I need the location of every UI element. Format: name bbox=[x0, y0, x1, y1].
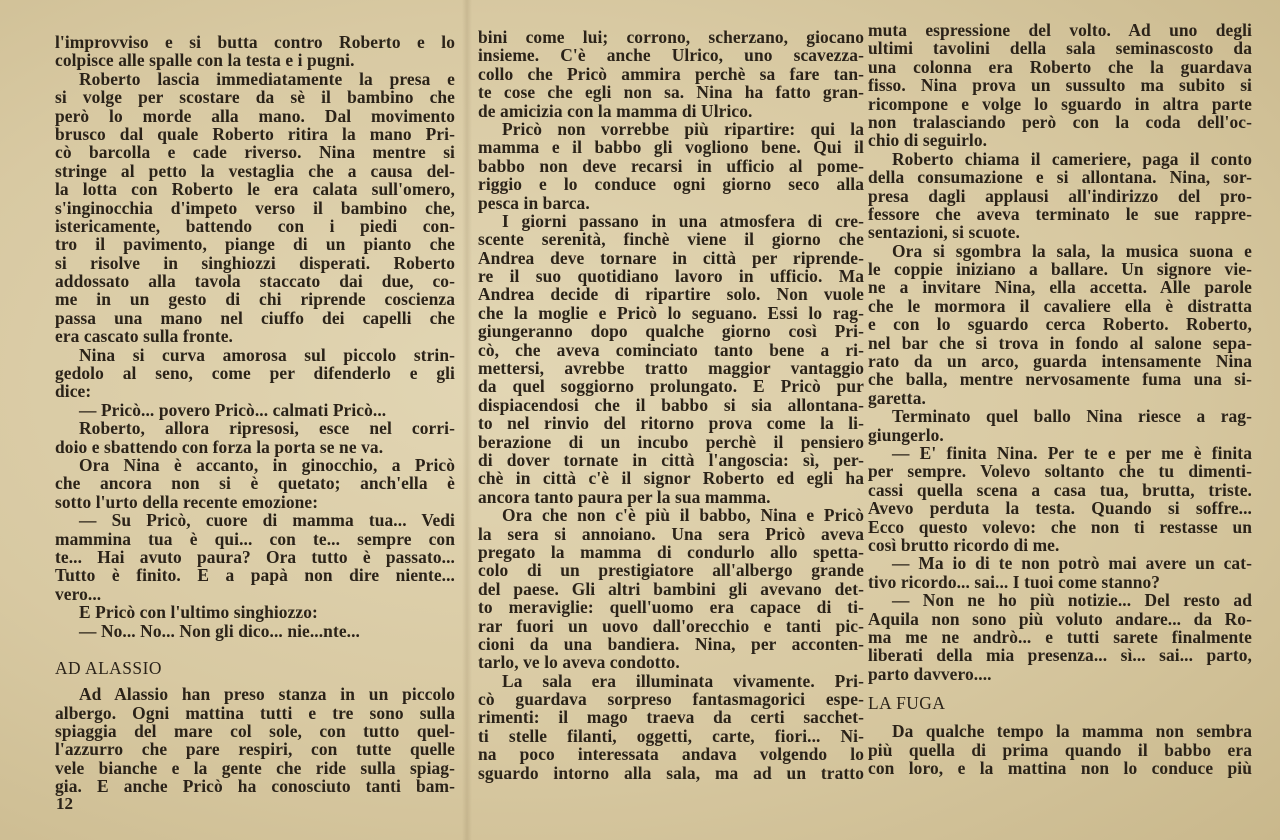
text-line: te cose che egli non sa. Nina ha fatto gran- bbox=[478, 82, 864, 103]
text-line: re il suo quotidiano lavoro in ufficio. Ma bbox=[478, 266, 864, 287]
text-line: rar fuori un uovo dall'orecchio e tanti pic- bbox=[478, 615, 864, 636]
text-line: le coppie iniziano a ballare. Un signore vie- bbox=[868, 259, 1252, 280]
paragraph bbox=[868, 554, 1252, 591]
section-heading: LA FUGA bbox=[868, 693, 946, 714]
paragraph bbox=[55, 70, 455, 346]
text-line: me in un gesto di chi riprende coscienza bbox=[55, 289, 455, 310]
text-line: ma me ne andrò... e tutti sarete finalmente bbox=[868, 626, 1252, 647]
paragraph bbox=[55, 511, 455, 603]
text-line: Avevo perduta la testa. Quando si soffre... bbox=[868, 498, 1252, 519]
text-line: chio di seguirlo. bbox=[868, 130, 988, 151]
text-line: più quella di prima quando il babbo era bbox=[868, 739, 1252, 760]
paragraph bbox=[868, 591, 1252, 683]
text-line: Ecco questo volevo: che non ti restasse un bbox=[868, 516, 1252, 537]
paragraph bbox=[868, 722, 1252, 777]
text-line: addossato alla tavola staccato dai due, co- bbox=[55, 271, 455, 292]
text-line: — Su Pricò, cuore di mamma tua... Vedi bbox=[79, 510, 455, 531]
text-line: Ad Alassio han preso stanza in un piccolo bbox=[79, 684, 455, 705]
text-line: di dover tornate in città l'angoscia: sì, per- bbox=[478, 449, 864, 470]
text-line: ultimi tavolini della sala seminascosto da bbox=[868, 38, 1252, 59]
text-line: vele bianche e la gente che ride sulla spiag- bbox=[55, 757, 455, 778]
text-line: l'improvviso e si butta contro Roberto e lo bbox=[55, 32, 455, 52]
text-line: — E' finita Nina. Per te e per me è finita bbox=[892, 442, 1252, 463]
text-line: colo di un prestigiatore all'albergo grande bbox=[478, 560, 864, 581]
text-line: brusco dal quale Roberto ritira la mano Pri- bbox=[55, 123, 455, 144]
text-line: spiaggia del mare col sole, con tutto quel- bbox=[55, 721, 455, 742]
text-line: che le mormora il cavaliere ella è distratta bbox=[868, 295, 1252, 316]
text-line: la lotta con Roberto le era calata sull'omero, bbox=[55, 179, 455, 200]
text-line: de amicizia con la mamma di Ulrico. bbox=[478, 100, 753, 121]
text-line: parto davvero.... bbox=[868, 663, 992, 684]
text-line: Tutto è finito. E a papà non dire niente... bbox=[55, 565, 455, 586]
text-line: E Pricò con l'ultimo singhiozzo: bbox=[79, 602, 318, 623]
text-line: ne a invitare Nina, ella accetta. Alle parole bbox=[868, 277, 1252, 298]
text-line: con loro, e la mattina non lo conduce più bbox=[868, 758, 1252, 779]
text-line: Da qualche tempo la mamma non sembra bbox=[892, 721, 1252, 742]
paragraph bbox=[55, 419, 455, 456]
paragraph bbox=[55, 401, 455, 419]
text-line: Aquila non sono più voluto andare... da Ro- bbox=[868, 608, 1252, 629]
text-line: gia. E anche Pricò ha conosciuto tanti bam- bbox=[55, 776, 455, 797]
paragraph bbox=[55, 33, 455, 70]
text-line: nel bar che si trova in fondo al salone sepa- bbox=[868, 332, 1252, 353]
paragraph bbox=[478, 506, 864, 672]
text-line: s'inginocchia d'impeto verso il bambino che, bbox=[55, 197, 455, 218]
paragraph bbox=[55, 346, 455, 401]
text-line: si risolve in singhiozzi disperati. Roberto bbox=[55, 252, 455, 273]
text-line: per sempre. Volevo soltanto che tu dimenti- bbox=[868, 461, 1252, 482]
text-line: doio e sbattendo con forza la porta se ne va. bbox=[55, 436, 384, 457]
text-line: fessore che aveva terminato le sue rappre- bbox=[868, 203, 1252, 224]
text-line: giungeranno dopo qualche giorno così Pri- bbox=[478, 321, 864, 342]
text-line: tivo ricordo... sai... I tuoi come stanno? bbox=[868, 571, 1161, 592]
text-line: berazione di un incubo perchè il pensiero bbox=[478, 431, 864, 452]
paragraph bbox=[55, 603, 455, 621]
text-line: pregato la mamma di condurlo allo spetta- bbox=[478, 541, 864, 562]
text-line: — Pricò... povero Pricò... calmati Pricò... bbox=[79, 399, 387, 420]
text-line: albergo. Ogni mattina tutti e tre sono sulla bbox=[55, 702, 455, 723]
paragraph bbox=[55, 456, 455, 511]
paragraph bbox=[868, 21, 1252, 150]
paragraph bbox=[478, 212, 864, 506]
text-line: che ancora non si è quetato; anch'ella è bbox=[55, 473, 455, 494]
text-line: I giorni passano in una atmosfera di cre- bbox=[502, 210, 864, 231]
text-line: però lo morde alla mano. Dal movimento bbox=[55, 105, 455, 126]
section-heading: AD ALASSIO bbox=[55, 657, 162, 678]
text-line: te... Hai avuto paura? Ora tutto è passato... bbox=[55, 546, 455, 567]
text-line: sentazioni, si scuote. bbox=[868, 222, 1020, 243]
text-line: to nel rinvio del ritorno prova come la li- bbox=[478, 413, 864, 434]
text-line: tarlo, ve lo aveva condotto. bbox=[478, 652, 680, 673]
text-line: Terminato quel ballo Nina riesce a rag- bbox=[892, 406, 1252, 427]
text-line: mammina tua è qui... con te... sempre con bbox=[55, 528, 455, 549]
text-line: vero... bbox=[55, 583, 102, 604]
text-line: scente serenità, finchè viene il giorno che bbox=[478, 229, 864, 250]
text-line: babbo non deve recarsi in ufficio al pome- bbox=[478, 155, 864, 176]
text-column-1 bbox=[55, 33, 455, 796]
text-line: che balla, mentre nervosamente fuma una si- bbox=[868, 369, 1252, 390]
paragraph bbox=[868, 242, 1252, 408]
text-line: ricompone e volge lo sguardo in altra parte bbox=[868, 93, 1252, 114]
text-line: ti stelle filanti, oggetti, carte, fiori... Ni- bbox=[478, 725, 864, 746]
text-line: tro il pavimento, piange di un pianto che bbox=[55, 234, 455, 255]
text-line: Ora che non c'è più il babbo, Nina e Pricò bbox=[502, 505, 864, 526]
paragraph bbox=[868, 444, 1252, 554]
text-line: rato da un arco, guarda intensamente Nina bbox=[868, 351, 1252, 372]
text-line: e con lo sguardo cerca Roberto. Roberto, bbox=[868, 314, 1252, 335]
text-line: mettersi, avrebbe tratto maggior vantaggio bbox=[478, 358, 864, 379]
text-line: — No... No... Non gli dico... nie...nte... bbox=[79, 620, 361, 641]
paragraph bbox=[478, 28, 864, 120]
text-line: insieme. C'è anche Ulrico, uno scavezza- bbox=[478, 45, 864, 66]
text-line: ancora tanto paura per la sua mamma. bbox=[478, 486, 771, 507]
text-line: garetta. bbox=[868, 387, 926, 408]
text-line: sguardo intorno alla sala, ma ad un tratto bbox=[478, 762, 864, 783]
text-line: riggio e lo conduce ogni giorno seco alla bbox=[478, 174, 864, 195]
text-line: stringe al petto la vestaglia che a causa del- bbox=[55, 160, 455, 181]
text-line: del paese. Gli altri bambini gli avevano det- bbox=[478, 578, 864, 599]
text-line: gedolo al seno, come per difenderlo e gli bbox=[55, 363, 455, 384]
text-line: Nina si curva amorosa sul piccolo strin- bbox=[79, 344, 455, 365]
text-line: l'azzurro che pare respiri, con tutte quelle bbox=[55, 739, 455, 760]
text-line: da quel soggiorno prolungato. E Pricò pur bbox=[478, 376, 864, 397]
text-line: cioni da una bandiera. Nina, per acconten- bbox=[478, 633, 864, 654]
text-line: bini come lui; corrono, scherzano, giocano bbox=[478, 27, 864, 47]
text-line: dispiacendosi che il babbo si sia allontana- bbox=[478, 394, 864, 415]
text-line: — Non ne ho più notizie... Del resto ad bbox=[892, 590, 1252, 611]
paragraph bbox=[55, 622, 455, 640]
text-line: dice: bbox=[55, 381, 92, 402]
paragraph bbox=[55, 685, 455, 795]
text-line: cò, che aveva cominciato tanto bene a ri- bbox=[478, 339, 864, 360]
text-line: to meraviglie: quell'uomo era capace di ti- bbox=[478, 597, 864, 618]
text-line: chè in città c'è il signor Roberto ed egli ha bbox=[478, 468, 864, 489]
text-line: Roberto chiama il cameriere, paga il conto bbox=[892, 148, 1252, 169]
text-column-3 bbox=[868, 21, 1252, 778]
text-line: fisso. Nina prova un sussulto ma subito si bbox=[868, 75, 1252, 96]
text-line: una colonna era Roberto che la guardava bbox=[868, 56, 1252, 77]
paragraph bbox=[868, 407, 1252, 444]
text-line: — Ma io di te non potrò mai avere un cat- bbox=[892, 553, 1252, 574]
paragraph bbox=[478, 672, 864, 782]
text-line: Andrea deve tornare in città per riprende- bbox=[478, 247, 864, 268]
page-number: 12 bbox=[56, 794, 73, 813]
text-line: Ora si sgombra la sala, la musica suona e bbox=[892, 240, 1252, 261]
text-line: non tralasciando però con la coda dell'oc- bbox=[868, 111, 1252, 132]
text-line: Ora Nina è accanto, in ginocchio, a Pricò bbox=[79, 454, 455, 475]
text-line: si volge per scostare da sè il bambino che bbox=[55, 87, 455, 108]
page-fold-shadow bbox=[462, 0, 472, 840]
text-line: Andrea decide di ripartire solo. Non vuole bbox=[478, 284, 864, 305]
text-line: passa una mano nel ciuffo dei capelli che bbox=[55, 307, 455, 328]
text-line: Roberto lascia immediatamente la presa e bbox=[79, 68, 455, 89]
text-line: collo che Pricò ammira perchè sa fare tan- bbox=[478, 63, 864, 84]
text-line: pesca in barca. bbox=[478, 192, 590, 213]
text-line: cassi quella scena a casa tua, brutta, triste. bbox=[868, 479, 1252, 500]
text-line: La sala era illuminata vivamente. Pri- bbox=[502, 670, 864, 691]
text-line: così brutto ricordo di me. bbox=[868, 534, 1060, 555]
text-line: liberati della mia presenza... sì... sai... parto, bbox=[868, 645, 1252, 666]
text-line: mamma e il babbo gli vogliono bene. Qui il bbox=[478, 137, 864, 158]
text-line: Pricò non vorrebbe più ripartire: qui la bbox=[502, 118, 864, 139]
text-line: della consumazione e si allontana. Nina, sor- bbox=[868, 167, 1252, 188]
text-line: che la moglie e Pricò lo seguano. Essi lo rag- bbox=[478, 302, 864, 323]
text-line: presa dagli applausi all'indirizzo del pro- bbox=[868, 185, 1252, 206]
text-line: rimenti: il mago traeva da certi sacchet- bbox=[478, 707, 864, 728]
text-line: giungerlo. bbox=[868, 424, 944, 445]
text-line: cò barcolla e cade riverso. Nina mentre si bbox=[55, 142, 455, 163]
text-line: muta espressione del volto. Ad uno degli bbox=[868, 20, 1252, 40]
text-line: colpisce alle spalle con la testa e i pugni. bbox=[55, 50, 355, 71]
text-line: la sera si annoiano. Una sera Pricò aveva bbox=[478, 523, 864, 544]
text-line: istericamente, battendo con i piedi con- bbox=[55, 215, 455, 236]
text-line: Roberto, allora ripresosi, esce nel corri- bbox=[79, 418, 455, 439]
text-line: cò guardava sorpreso fantasmagorici espe- bbox=[478, 689, 864, 710]
text-line: sotto l'urto della recente emozione: bbox=[55, 491, 319, 512]
text-line: na poco interessata andava volgendo lo bbox=[478, 744, 864, 765]
paragraph bbox=[478, 120, 864, 212]
text-column-2 bbox=[478, 28, 864, 782]
text-line: era cascato sulla fronte. bbox=[55, 326, 233, 347]
paragraph bbox=[868, 150, 1252, 242]
